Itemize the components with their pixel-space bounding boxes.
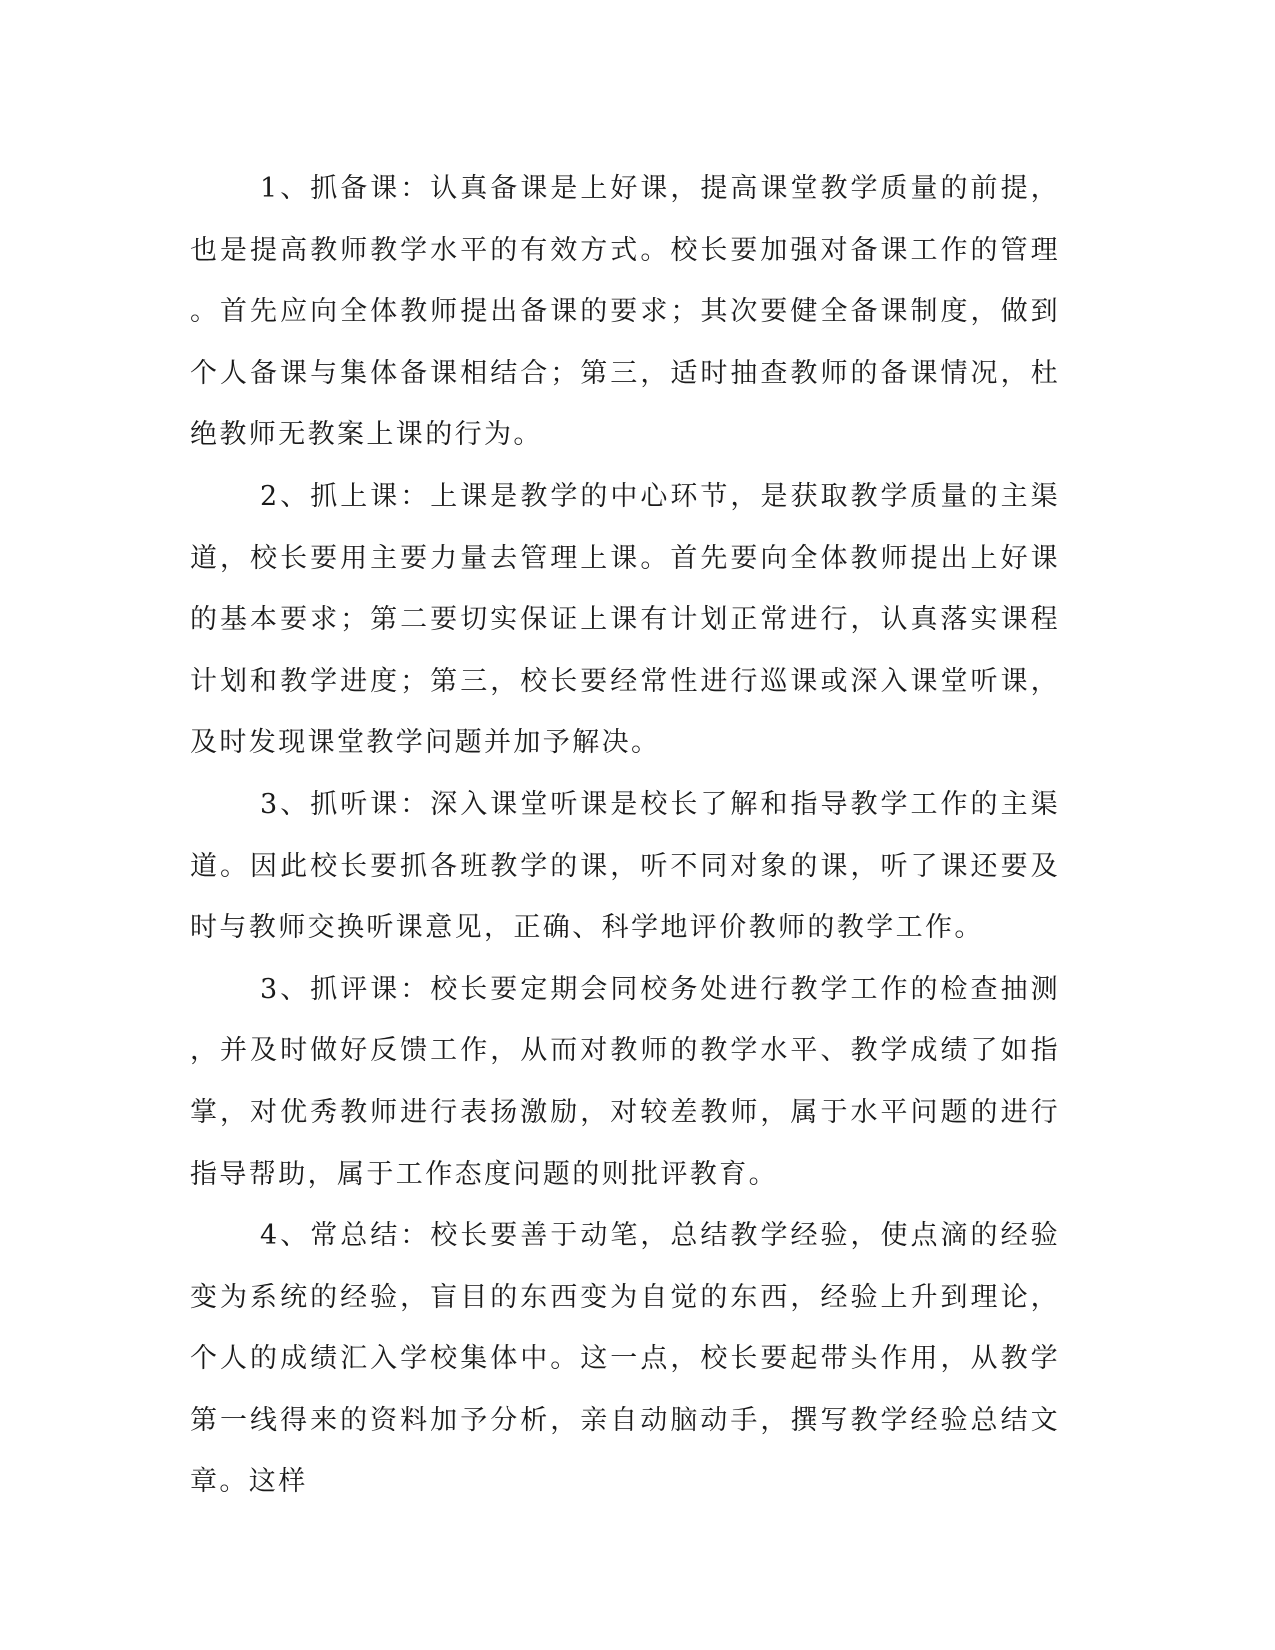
document-body — [190, 158, 1060, 1513]
paragraph-prepare-lessons: 1、抓备课：认真备课是上好课，提高课堂教学质量的前提，也是提高教师教学水平的有效方式。校长要加强对备课工作的管理。首先应向全体教师提出备课的要求；其次要健全备课制度，做到个人备课与集体备课相结合；第三，适时抽查教师的备课情况，杜绝教师无教案上课的行为。 — [190, 173, 1060, 451]
paragraph-summarizing: 4、常总结：校长要善于动笔，总结教学经验，使点滴的经验变为系统的经验，盲目的东西变为自觉的东西，经验上升到理论，个人的成绩汇入学校集体中。这一点，校长要起带头作用，从教学第一线得来的资料加予分析，亲自动脑动手，撰写教学经验总结文章。这样 — [190, 1220, 1060, 1498]
paragraph-observing-lessons: 3、抓听课：深入课堂听课是校长了解和指导教学工作的主渠道。因此校长要抓各班教学的课，听不同对象的课，听了课还要及时与教师交换听课意见，正确、科学地评价教师的教学工作。 — [190, 788, 1060, 944]
paragraph-evaluating-lessons: 3、抓评课：校长要定期会同校务处进行教学工作的检查抽测，并及时做好反馈工作，从而对教师的教学水平、教学成绩了如指掌，对优秀教师进行表扬激励，对较差教师，属于水平问题的进行指导帮助，属于工作态度问题的则批评教育。 — [190, 973, 1060, 1190]
paragraph-teaching-lessons: 2、抓上课：上课是教学的中心环节，是获取教学质量的主渠道，校长要用主要力量去管理上课。首先要向全体教师提出上好课的基本要求；第二要切实保证上课有计划正常进行，认真落实课程计划和教学进度；第三，校长要经常性进行巡课或深入课堂听课，及时发现课堂教学问题并加予解决。 — [190, 480, 1060, 759]
